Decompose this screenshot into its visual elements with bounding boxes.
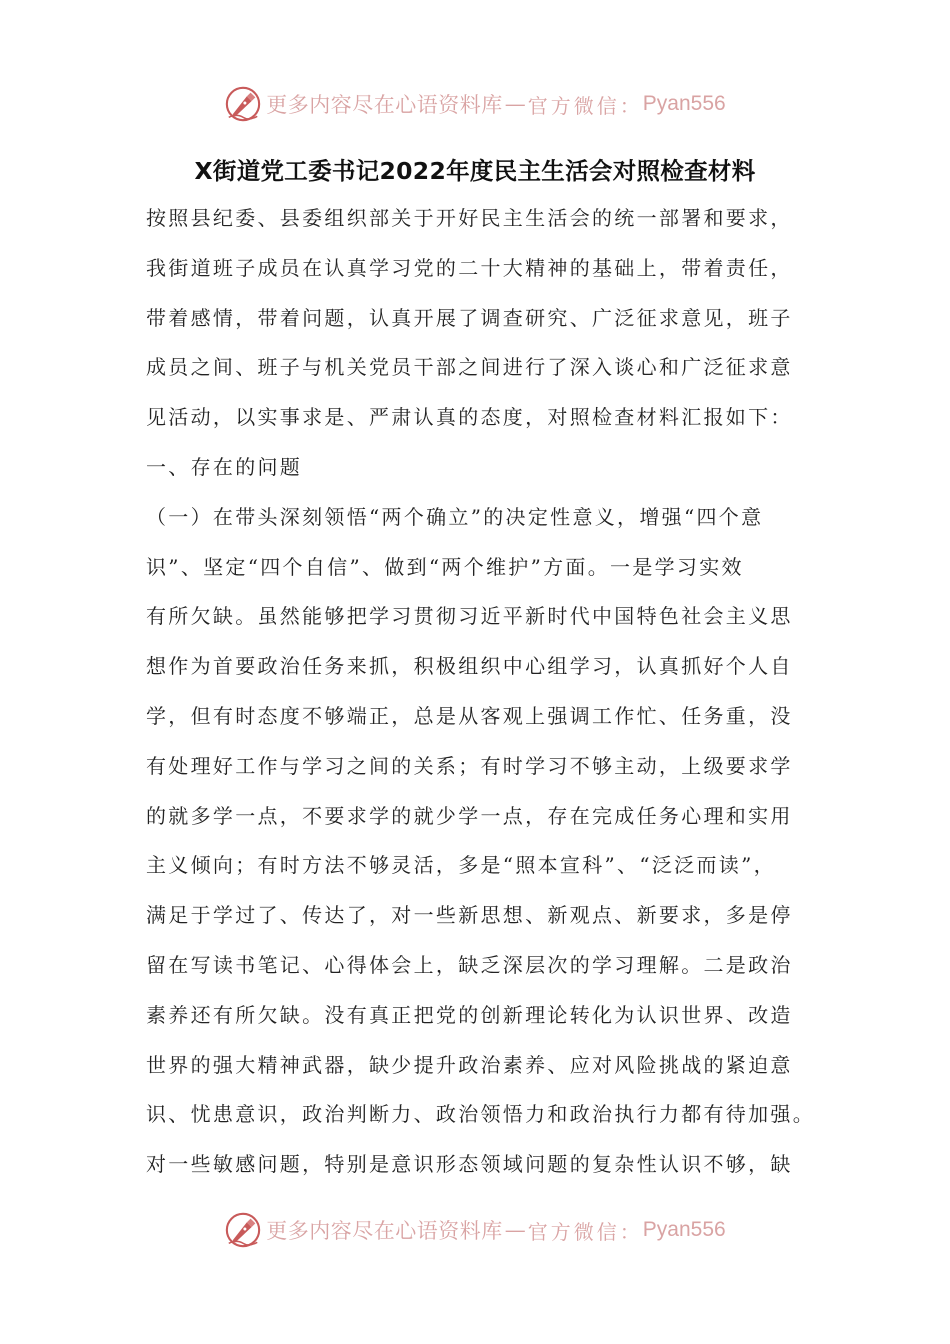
watermark-banner-top: [0, 82, 950, 126]
body-line: 世界的强大精神武器，缺少提升政治素养、应对风险挑战的紧迫意: [146, 1052, 793, 1077]
pen-nib-logo-icon: [224, 1211, 262, 1249]
watermark-brand-text: 更多内容尽在心语资料库: [266, 93, 503, 117]
body-line: 我街道班子成员在认真学习党的二十大精神的基础上，带着责任，: [146, 255, 793, 280]
watermark-banner-bottom: [0, 1208, 950, 1252]
section-heading: 一、存在的问题: [146, 454, 303, 479]
watermark-handle: Pyan556: [642, 1218, 726, 1241]
body-line: 识”、坚定“四个自信”、做到“两个维护”方面。一是学习实效: [146, 554, 744, 579]
body-line: 带着感情，带着问题，认真开展了调查研究、广泛征求意见，班子: [146, 305, 793, 330]
body-line: 素养还有所欠缺。没有真正把党的创新理论转化为认识世界、改造: [146, 1002, 793, 1027]
pen-nib-logo-icon: [224, 85, 262, 123]
body-line: 成员之间、班子与机关党员干部之间进行了深入谈心和广泛征求意: [146, 355, 793, 380]
body-line: 想作为首要政治任务来抓，积极组织中心组学习，认真抓好个人自: [146, 654, 793, 679]
body-line: 的就多学一点，不要求学的就少学一点，存在完成任务心理和实用: [146, 803, 793, 828]
watermark-wechat-label: 官方微信：: [527, 93, 643, 118]
watermark-dash: —: [504, 1218, 526, 1242]
watermark-dash: —: [504, 92, 526, 116]
body-line: 学，但有时态度不够端正，总是从客观上强调工作忙、任务重，没: [146, 703, 793, 728]
body-line: 有处理好工作与学习之间的关系；有时学习不够主动，上级要求学: [146, 753, 793, 778]
document-title: X街道党工委书记2022年度民主生活会对照检查材料: [194, 157, 756, 185]
body-line: 主义倾向；有时方法不够灵活，多是“照本宣科”、“泛泛而读”，: [146, 853, 776, 878]
body-line: 识、忧患意识，政治判断力、政治领悟力和政治执行力都有待加强。: [146, 1102, 815, 1127]
body-line: 按照县纪委、县委组织部关于开好民主生活会的统一部署和要求，: [146, 206, 793, 230]
body-line: 满足于学过了、传达了，对一些新思想、新观点、新要求，多是停: [146, 903, 793, 928]
body-line: 见活动，以实事求是、严肃认真的态度，对照检查材料汇报如下：: [146, 405, 793, 430]
body-line: 对一些敏感问题，特别是意识形态领域问题的复杂性认识不够，缺: [146, 1152, 793, 1177]
document-body: [146, 194, 836, 1190]
watermark-wechat-label: 官方微信：: [527, 1219, 643, 1244]
body-line: （一）在带头深刻领悟“两个确立”的决定性意义，增强“四个意: [146, 504, 764, 529]
body-line: 留在写读书笔记、心得体会上，缺乏深层次的学习理解。二是政治: [146, 952, 793, 977]
body-line: 有所欠缺。虽然能够把学习贯彻习近平新时代中国特色社会主义思: [146, 604, 793, 629]
watermark-handle: Pyan556: [642, 92, 726, 115]
watermark-brand-text: 更多内容尽在心语资料库: [266, 1219, 503, 1243]
